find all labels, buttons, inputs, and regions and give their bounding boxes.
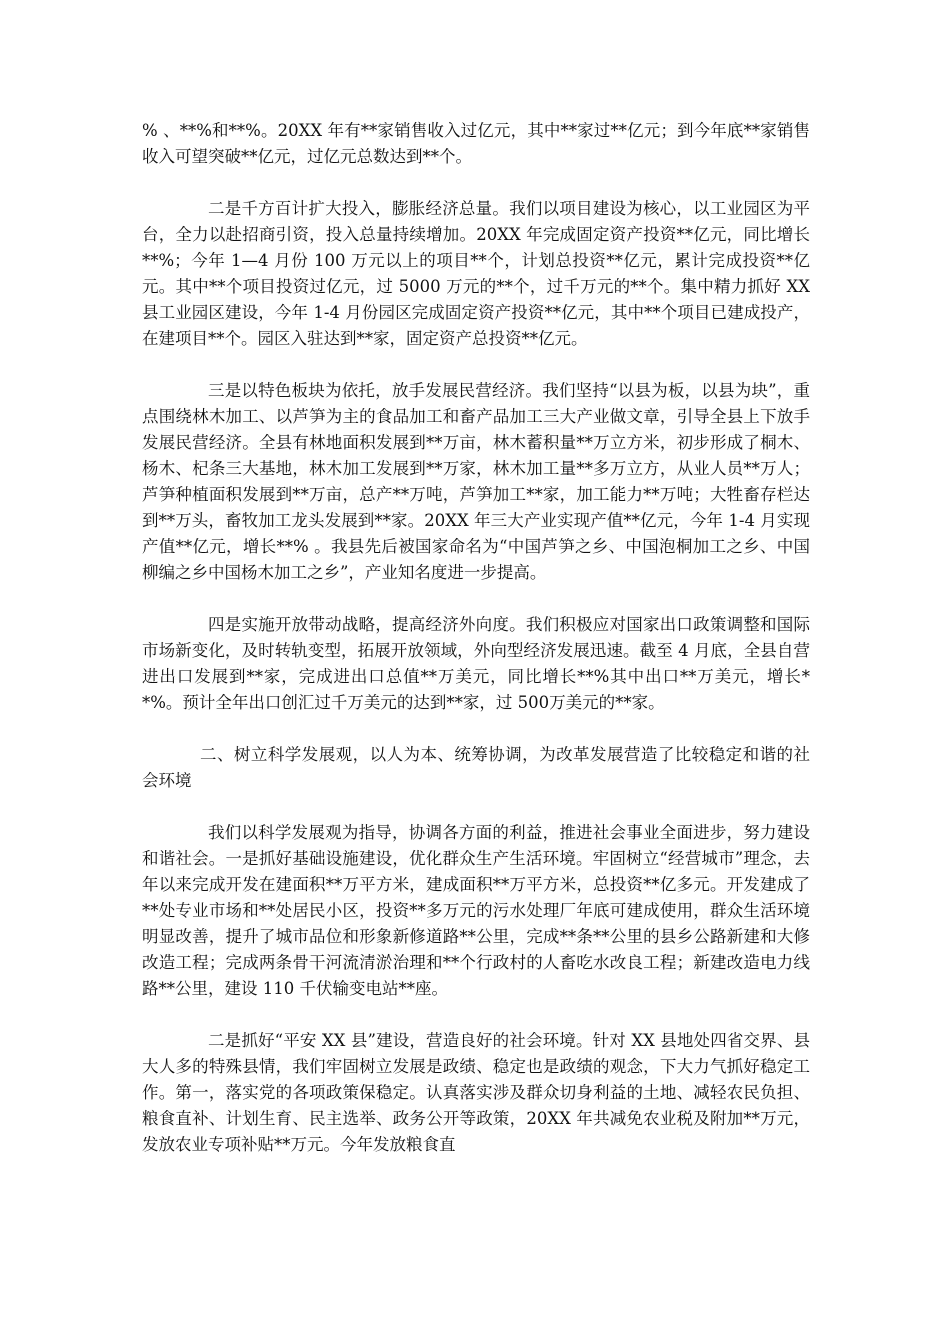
paragraph-private-economy: 三是以特色板块为依托，放手发展民营经济。我们坚持“以县为板，以县为块”，重点围绕林木加工、以芦笋为主的食品加工和畜产品加工三大产业做文章，引导全县上下放手发展民营经济。全县有林地面积发展到**万亩，林木蓄积量**万立方米，初步形成了桐木、杨木、杞条三大基地，林木加工发展到**万家，林木加工量**多万立方，从业人员**万人；芦笋种植面积发展到**万亩，总产**万吨，芦笋加工**家，加工能力**万吨；大牲畜存栏达到**万头，畜牧加工龙头发展到**家。20XX 年三大产业实现产值**亿元，今年 1-4 月实现产值**亿元，增长**% 。我县先后被国家命名为“中国芦笋之乡、中国泡桐加工之乡、中国柳编之乡中国杨木加工之乡”，产业知名度进一步提高。 [142,381,811,582]
section-heading: 二、树立科学发展观，以人为本、统筹协调，为改革发展营造了比较稳定和谐的社会环境 [142,745,810,790]
paragraph-infrastructure: 我们以科学发展观为指导，协调各方面的利益，推进社会事业全面进步，努力建设和谐社会。一是抓好基础设施建设，优化群众生产生活环境。牢固树立“经营城市”理念，去年以来完成开发在建面积**万平方米，建成面积**万平方米，总投资**亿多元。开发建成了**处专业市场和**处居民小区，投资**多万元的污水处理厂年底可建成使用，群众生活环境明显改善，提升了城市品位和形象新修道路**公里，完成**条**公里的县乡公路新建和大修改造工程；完成两条骨干河流清淤治理和**个行政村的人畜吃水改良工程；新建改造电力线路**公里，建设 110 千伏输变电站**座。 [142,823,810,998]
document-page [142,118,810,1184]
paragraph-opening-up: 四是实施开放带动战略，提高经济外向度。我们积极应对国家出口政策调整和国际市场新变化，及时转轨变型，拓展开放领域，外向型经济发展迅速。截至 4 月底，全县自营进出口发展到**家，完成进出口总值**万美元，同比增长**%其中出口**万美元，增长**%。预计全年出口创汇过千万美元的达到**家，过 500万美元的**家。 [142,615,810,712]
paragraph-investment: 二是千方百计扩大投入，膨胀经济总量。我们以项目建设为核心，以工业园区为平台，全力以赴招商引资，投入总量持续增加。20XX 年完成固定资产投资**亿元，同比增长**%；今年 1—4 月份 100 万元以上的项目**个，计划总投资**亿元，累计完成投资**亿元。其中**个项目投资过亿元，过 5000 万元的**个，过千万元的**个。集中精力抓好 XX 县工业园区建设，今年 1-4 月份园区完成固定资产投资**亿元，其中**个项目已建成投产，在建项目**个。园区入驻达到**家，固定资产总投资**亿元。 [142,199,810,348]
paragraph-safety: 二是抓好“平安 XX 县”建设，营造良好的社会环境。针对 XX 县地处四省交界、县大人多的特殊县情，我们牢固树立发展是政绩、稳定也是政绩的观念，下大力气抓好稳定工作。第一，落实党的各项政策保稳定。认真落实涉及群众切身利益的土地、减轻农民负担、粮食直补、计划生育、民主选举、政务公开等政策，20XX 年共减免农业税及附加**万元，发放农业专项补贴**万元。今年发放粮食直 [142,1031,810,1154]
paragraph-continuation: % 、**%和**%。20XX 年有**家销售收入过亿元，其中**家过**亿元；到今年底**家销售收入可望突破**亿元，过亿元总数达到**个。 [142,121,810,166]
